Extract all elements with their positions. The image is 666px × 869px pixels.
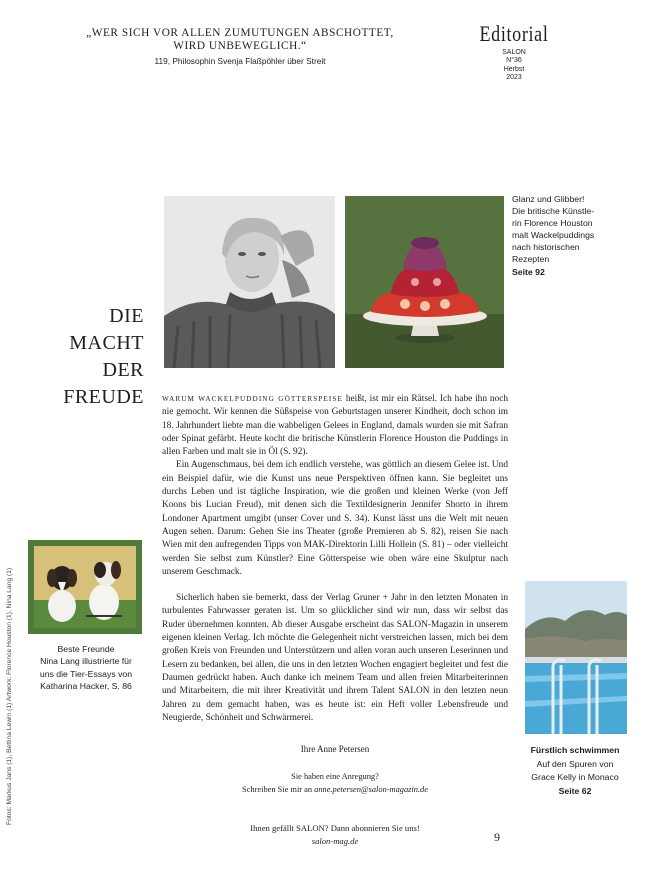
caption-pool	[505, 744, 645, 798]
quote-line-2: WIRD UNBEWEGLICH.“	[173, 40, 307, 52]
quote-source: 119, Philosophin Svenja Flaßpöhler über Streit	[154, 56, 326, 66]
caption-title: Beste Freunde	[57, 644, 115, 654]
body-paragraph: Sicherlich haben sie bemerkt, dass der Verlag Gruner + Jahr in den letzten Monaten in turbulentes Fahrwasser geraten ist. Um so glücklicher sind wir nun, dass wir selbst das Ruder übernehmen konnten. Ab dieser Ausgabe erscheint das SALON-Magazin in unserem eigenen kleinen Verlag. Ich möchte die Gelegenheit nicht verstreichen lassen, mich bei dem großen Kreis von Freunden und Unterstützern und allen voran auch unseren Leserinnen und Lesern zu bedanken, bei allen, die uns in den letzten Wochen engagiert begleitet und fest die Daumen gedrückt haben. Auch danke ich meinem Team und allen freien Mitarbeiterinnen und Mitarbeitern, die mit ihrer Kreativität und ihrem Talent SALON in den letzten neun Jahren zu dem gemacht haben, was es heute ist: ein Heft voller Lebensfreude und Neugierde, Schönheit und Schwärmerei.	[162, 593, 508, 723]
caption-line: Die britische Künstle-	[512, 206, 595, 217]
caption-line: Nina Lang illustrierte für	[40, 656, 132, 667]
jelly-painting-photo	[345, 196, 504, 368]
pull-quote	[82, 27, 398, 66]
editorial-body	[162, 393, 508, 725]
caption-page-ref: Seite 62	[558, 785, 592, 796]
contact-prefix: Schreiben Sie mir an	[242, 785, 315, 794]
headline-word: DIE	[109, 305, 144, 327]
caption-line: Katharina Hacker, S. 86	[40, 681, 132, 692]
caption-title: Fürstlich schwimmen	[530, 745, 620, 755]
pool-photo	[525, 581, 627, 734]
issue-year: 2023	[506, 74, 522, 82]
page-number: 9	[494, 830, 500, 844]
headline-word: DER	[102, 359, 144, 381]
caption-page-ref: Seite 92	[512, 266, 545, 277]
issue-number: N°36	[506, 57, 522, 65]
caption-line: Rezepten	[512, 254, 550, 265]
caption-line: Grace Kelly in Monaco	[531, 772, 619, 783]
quote-line-1: „WER SICH VOR ALLEN ZUMUTUNGEN ABSCHOTTET,	[86, 27, 394, 39]
portrait-photo	[164, 196, 335, 368]
contact-block	[162, 770, 508, 796]
caption-line: malt Wackelpuddings	[512, 230, 595, 241]
section-title: Editorial	[479, 21, 549, 46]
footer-url-link[interactable]: salon-mag.de	[311, 836, 359, 846]
caption-dogs	[22, 643, 150, 693]
contact-email-link[interactable]: anne.petersen@salon-magazin.de	[314, 785, 428, 794]
lead-in: WARUM WACKELPUDDING GÖTTERSPEISE	[162, 395, 343, 403]
masthead	[466, 21, 562, 83]
caption-line: nach historischen	[512, 242, 580, 253]
caption-title: Glanz und Glibber!	[512, 194, 585, 204]
body-paragraph: Ein Augenschmaus, bei dem ich endlich verstehe, was göttlich an diesem Gelee ist. Und ein Beispiel dafür, wie die Kunst uns neue Perspektiven öffnen kann. Sie begleitet uns durchs Leben und ist tägliche Inspiration, wie die großen und kleinen Werke (von Jeff Koons bis Lucian Freud), mit denen sich die Textildesignerin Jennifer Shorto in ihrem Londoner Apartment umgibt (unser Cover und S. 34). Kunst lässt uns die Welt mit neuen Augen sehen. Darum: Gehen Sie ins Theater (große Premieren ab S. 82), reisen Sie nach Wien mit den aufregenden Tipps von MAK-Direktorin Lilli Hollein (S. 81) – oder vielleicht werden Sie selbst zum Künstler? Eine Götterspeise wie oben wäre eine Skulptur nach unserem Geschmack.	[162, 460, 508, 577]
contact-prompt: Sie haben eine Anregung?	[291, 772, 379, 781]
caption-jelly	[512, 193, 622, 278]
magazine-name: SALON	[502, 49, 526, 56]
issue-season: Herbst	[503, 65, 525, 73]
photo-credits: Fotos: Markus Jans (1), Bettina Lewin (1) Artwork: Florence Houston (1), Nina Lang (1)	[6, 567, 13, 825]
headline	[63, 303, 144, 411]
caption-line: rin Florence Houston	[512, 218, 593, 229]
headline-word: FREUDE	[63, 386, 144, 408]
headline-word: MACHT	[69, 332, 144, 354]
footer	[200, 822, 470, 848]
caption-line: uns die Tier-Essays von	[39, 668, 133, 679]
body-paragraph: WARUM WACKELPUDDING GÖTTERSPEISE heißt, ist mir ein Rätsel. Ich habe ihn noch nie gemocht. Wir kennen die Süßspeise von Geburtstagen unserer Kindheit, doch schon im 18. Jahrhundert liebte man die wabbeligen Gelees in England, damals wurden sie mit Safran oder Spinat gefärbt. Heute kocht die britische Künstlerin Florence Houston die Puddings in allen Farben und malt sie in Öl (S. 92).	[162, 394, 509, 458]
signature: Ihre Anne Petersen	[300, 744, 370, 754]
subscribe-prompt: Ihnen gefällt SALON? Dann abonnieren Sie uns!	[250, 823, 420, 833]
caption-line: Auf den Spuren von	[536, 758, 614, 769]
dogs-artwork-photo	[28, 540, 142, 634]
